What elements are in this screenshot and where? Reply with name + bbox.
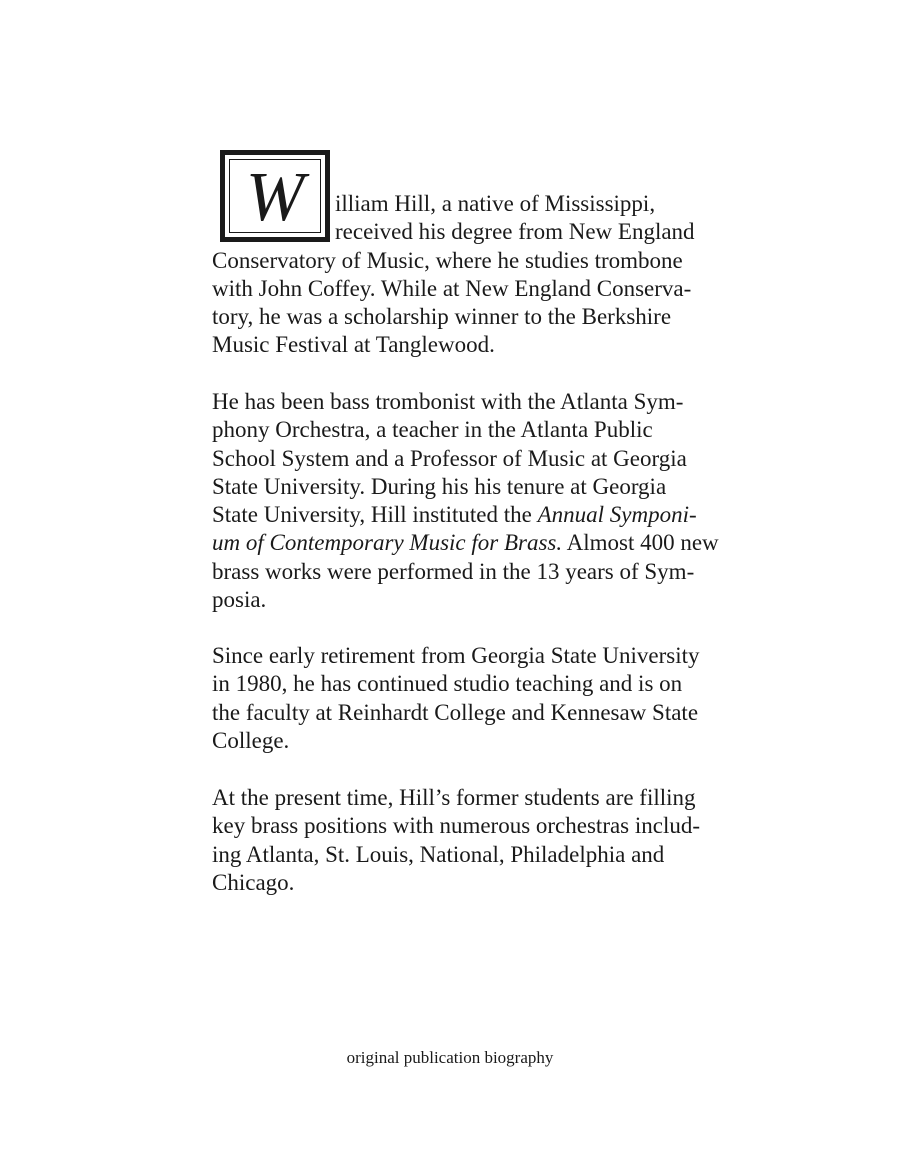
- text-line: key brass positions with numerous orchestras includ-: [212, 813, 701, 839]
- text-line: ing Atlanta, St. Louis, National, Philadelphia and: [212, 841, 665, 867]
- text-line: in 1980, he has continued studio teaching and is on: [212, 671, 683, 697]
- italic-title-segment: Annual Symponi-: [537, 502, 697, 528]
- text-line: phony Orchestra, a teacher in the Atlanta Public: [212, 417, 653, 443]
- footer-caption: original publication biography: [346, 1048, 554, 1067]
- text-line: tory, he was a scholarship winner to the Berkshire: [212, 304, 672, 330]
- text-line: the faculty at Reinhardt College and Kennesaw State: [212, 699, 699, 725]
- text-line: Chicago.: [212, 869, 295, 895]
- text-segment: Almost 400 new: [562, 530, 719, 556]
- text-line: Since early retirement from Georgia State University: [212, 643, 700, 668]
- text-line: School System and a Professor of Music at Georgia: [212, 445, 687, 471]
- text-line: [212, 529, 722, 557]
- biography-paragraph-1: [212, 190, 722, 360]
- drop-cap-letter: W: [245, 159, 305, 236]
- text-line: Music Festival at Tanglewood.: [212, 332, 495, 358]
- text-segment: State University, Hill instituted the: [212, 502, 538, 528]
- text-line: received his degree from New England: [335, 219, 695, 245]
- biography-paragraph-3: [212, 642, 722, 755]
- italic-title-segment: um of Contemporary Music for Brass.: [212, 530, 563, 556]
- text-line: brass works were performed in the 13 years of Sym-: [212, 558, 695, 584]
- text-line: posia.: [212, 587, 267, 613]
- text-line: College.: [212, 727, 290, 753]
- text-line: State University. During his his tenure at Georgia: [212, 473, 667, 499]
- text-line: with John Coffey. While at New England Conserva-: [212, 275, 692, 301]
- text-line: illiam Hill, a native of Mississippi,: [335, 191, 656, 216]
- biography-paragraph-2: [212, 388, 722, 614]
- text-line: Conservatory of Music, where he studies trombone: [212, 247, 683, 273]
- biography-paragraph-4: [212, 784, 722, 897]
- text-line: At the present time, Hill’s former students are filling: [212, 785, 696, 810]
- text-line: He has been bass trombonist with the Atlanta Sym-: [212, 389, 684, 414]
- text-line: [212, 501, 722, 529]
